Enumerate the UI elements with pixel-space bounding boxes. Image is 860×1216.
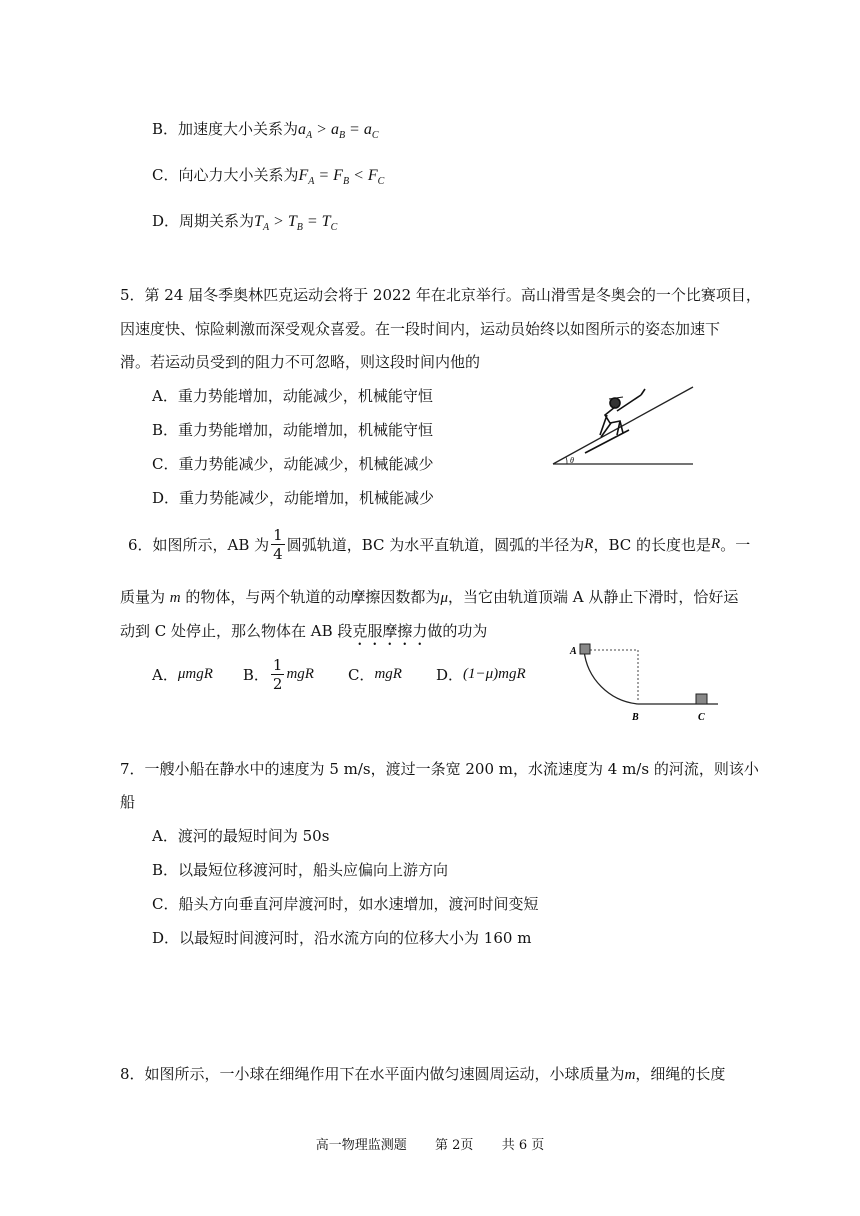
- q4-option-d: [152, 210, 337, 233]
- emphasized-text: 克服摩擦力: [352, 622, 428, 640]
- q5-option-d: D．重力势能减少，动能增加，机械能减少: [152, 489, 435, 507]
- q6-stem-part: 做的功为: [427, 622, 488, 640]
- label-c: C: [698, 712, 705, 723]
- label-b: B: [632, 712, 639, 723]
- q6-stem-part: 的物体，与两个轨道的动摩擦因数都为: [185, 588, 441, 606]
- q5-option-c: C．重力势能减少，动能减少，机械能减少: [152, 455, 434, 473]
- q6-option-b-math: mgR: [286, 665, 314, 682]
- q6-stem-line1: [128, 522, 750, 566]
- q5-stem-line2: 因速度快、惊险刺激而深受观众喜爱。在一段时间内，运动员始终以如图所示的姿态加速下: [120, 320, 721, 338]
- q4-option-d-math: $T_A > T_B = T_C$: [254, 213, 338, 234]
- footer-subject: 高一物理监测题: [315, 1138, 407, 1153]
- footer-total-pages: 共 6 页: [501, 1138, 545, 1153]
- block-at-a: [580, 644, 590, 654]
- q6-stem-part: ，BC 的长度也是: [593, 535, 712, 554]
- slope-line: [553, 387, 693, 464]
- label-a: A: [570, 646, 577, 657]
- mass-symbol: m: [169, 590, 181, 606]
- q6-stem-part: 质量为: [120, 588, 166, 606]
- q6-option-c-label: C．: [347, 665, 375, 684]
- q6-stem-part: 圆弧轨道，BC 为水平直轨道，圆弧的半径为: [286, 535, 585, 554]
- quarter-fraction: [271, 526, 285, 563]
- fraction-numerator: 1: [273, 525, 283, 544]
- q7-stem-line2: 船: [120, 793, 136, 811]
- page-footer: [0, 1134, 860, 1153]
- half-fraction: [271, 656, 285, 693]
- track-figure: [566, 640, 736, 730]
- q6-option-d-label: D．: [435, 665, 463, 684]
- q5-stem-line3: 滑。若运动员受到的阻力不可忽略，则这段时间内他的: [120, 353, 481, 371]
- q6-stem-part: 6．如图所示，AB 为: [128, 535, 270, 554]
- skier-figure: [545, 375, 705, 475]
- q7-option-b: B．以最短位移渡河时，船头应偏向上游方向: [152, 861, 449, 879]
- q6-stem-line3: [120, 620, 487, 649]
- q6-stem-line2: [120, 586, 738, 607]
- radius-symbol: R: [584, 535, 594, 552]
- fraction-numerator: 1: [272, 655, 283, 674]
- q6-option-d-math: (1−μ)mgR: [462, 665, 526, 682]
- q6-option-a-label: A．: [152, 665, 178, 684]
- q4-option-c: [152, 164, 384, 187]
- q8-stem-part: ，细绳的长度: [635, 1065, 726, 1083]
- q5-option-a: A．重力势能增加，动能减少，机械能守恒: [152, 387, 433, 405]
- q7-stem-line1: 7．一艘小船在静水中的速度为 5 m/s，渡过一条宽 200 m，水流速度为 4 m/s 的河流，则该小: [120, 760, 759, 778]
- q4-option-b-math: $a_A > a_B = a_C$: [298, 121, 379, 142]
- q4-option-c-math: $F_A = F_B < F_C$: [298, 167, 385, 188]
- fraction-denominator: 2: [272, 674, 283, 693]
- q6-stem-part: ，当它由轨道顶端 A 从静止下滑时，恰好运: [447, 588, 739, 606]
- q4-option-c-text: C．向心力大小关系为: [152, 166, 299, 184]
- footer-page-number: 第 2页: [435, 1138, 474, 1153]
- q6-options: [152, 652, 526, 696]
- skier-icon: [585, 389, 645, 453]
- q6-option-c-math: mgR: [374, 665, 402, 682]
- q7-option-c: C．船头方向垂直河岸渡河时，如水速增加，渡河时间变短: [152, 895, 539, 913]
- mass-symbol: m: [624, 1067, 636, 1083]
- q6-option-b-label: B．: [242, 665, 269, 684]
- block-at-c: [696, 694, 707, 704]
- q6-option-a-math: μmgR: [177, 665, 213, 682]
- q4-option-d-text: D．周期关系为: [152, 212, 255, 230]
- q8-stem-part: 8．如图所示，一小球在细绳作用下在水平面内做匀速圆周运动，小球质量为: [120, 1065, 625, 1083]
- q6-stem-part: 动到 C 处停止，那么物体在 AB 段: [120, 622, 353, 640]
- q6-stem-part: 。一: [720, 535, 751, 554]
- q5-option-b: B．重力势能增加，动能增加，机械能守恒: [152, 421, 434, 439]
- q4-option-b-text: B．加速度大小关系为: [152, 120, 299, 138]
- q8-stem: [120, 1063, 725, 1084]
- fraction-denominator: 4: [273, 544, 283, 563]
- angle-label: θ: [570, 456, 574, 465]
- q4-option-b: [152, 118, 379, 141]
- arc-track: [584, 650, 638, 704]
- q7-option-d: D．以最短时间渡河时，沿水流方向的位移大小为 160 m: [152, 929, 532, 947]
- q7-option-a: A．渡河的最短时间为 50s: [152, 827, 330, 845]
- radius-symbol: R: [711, 535, 721, 552]
- q5-stem-line1: 5．第 24 届冬季奥林匹克运动会将于 2022 年在北京举行。高山滑雪是冬奥会的一个比赛项目，: [120, 286, 761, 304]
- mu-symbol: μ: [440, 590, 448, 606]
- angle-arc: [566, 457, 567, 464]
